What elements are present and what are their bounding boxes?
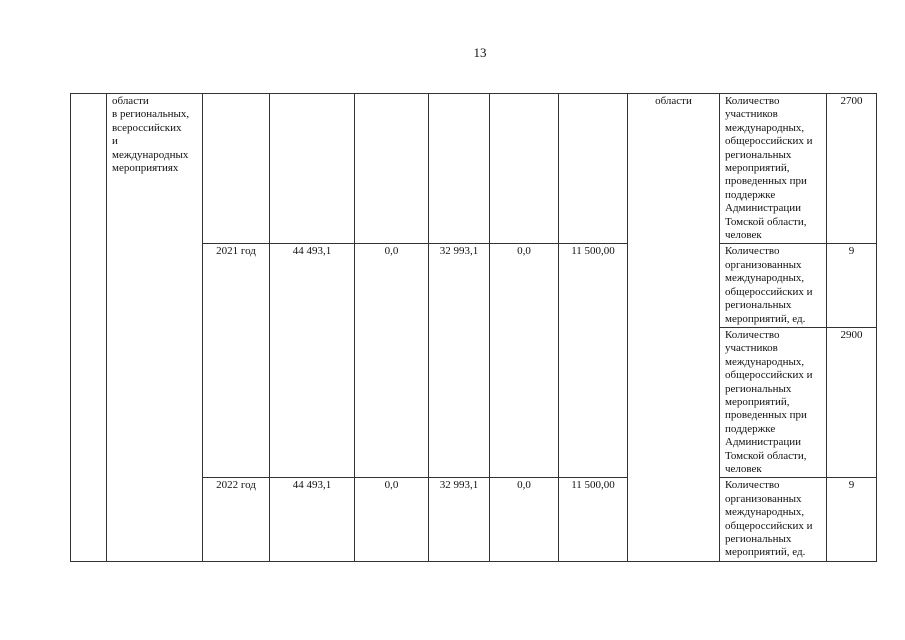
value-cell xyxy=(270,94,355,244)
value-cell xyxy=(270,244,355,478)
value-cell xyxy=(429,478,490,561)
value-cell xyxy=(490,94,559,244)
value-cell xyxy=(429,244,490,478)
value-total: 44 493,1 xyxy=(292,245,332,258)
indicator-name-cell xyxy=(720,94,827,244)
indicator-value: 2700 xyxy=(840,95,863,107)
indicator-value: 9 xyxy=(848,479,855,492)
value-other: 11 500,00 xyxy=(571,479,615,492)
value-cell xyxy=(429,94,490,244)
indicator-name: Количество участников международных, общероссийских и региональных мероприятий, проведенных при поддержке Администрации Томской области, человек xyxy=(725,95,813,242)
indicator-name: Количество организованных международных, общероссийских и региональных мероприятий, ед. xyxy=(725,479,813,559)
region-text: области xyxy=(655,95,692,107)
value-cell xyxy=(355,478,429,561)
year-cell xyxy=(203,478,270,561)
value-cell xyxy=(559,94,628,244)
region-cell xyxy=(628,94,720,562)
year-label: 2021 год xyxy=(216,245,256,258)
value-federal: 0,0 xyxy=(384,479,399,492)
number-cell xyxy=(71,94,107,562)
value-cell xyxy=(355,244,429,478)
year-cell xyxy=(203,94,270,244)
value-regional: 32 993,1 xyxy=(439,245,479,258)
indicator-value: 2900 xyxy=(840,328,863,341)
value-other: 11 500,00 xyxy=(571,245,615,258)
value-total: 44 493,1 xyxy=(292,479,332,492)
indicator-name-cell xyxy=(720,244,827,327)
value-cell xyxy=(490,244,559,478)
value-local: 0,0 xyxy=(517,245,531,258)
value-cell xyxy=(559,478,628,561)
indicator-name: Количество организованных международных, общероссийских и региональных мероприятий, ед. xyxy=(725,245,813,325)
indicator-value-cell xyxy=(827,94,877,244)
value-federal: 0,0 xyxy=(384,245,399,258)
program-table xyxy=(70,93,877,562)
table-row xyxy=(71,94,877,244)
year-label: 2022 год xyxy=(216,479,256,492)
value-local: 0,0 xyxy=(517,479,531,492)
value-cell xyxy=(490,478,559,561)
value-cell xyxy=(270,478,355,561)
indicator-value-cell xyxy=(827,327,877,477)
value-regional: 32 993,1 xyxy=(439,479,479,492)
indicator-name-cell xyxy=(720,327,827,477)
value-cell xyxy=(355,94,429,244)
indicator-value-cell xyxy=(827,478,877,561)
indicator-name: Количество участников международных, общероссийских и региональных мероприятий, проведенных при поддержке Администрации Томской области, человек xyxy=(725,328,813,475)
measure-name-cell xyxy=(107,94,203,562)
measure-name: области в региональных, всероссийских и международных мероприятиях xyxy=(112,95,190,175)
indicator-value-cell xyxy=(827,244,877,327)
year-cell xyxy=(203,244,270,478)
indicator-value: 9 xyxy=(848,245,855,258)
value-cell xyxy=(559,244,628,478)
page-number: 13 xyxy=(473,45,487,60)
indicator-name-cell xyxy=(720,478,827,561)
